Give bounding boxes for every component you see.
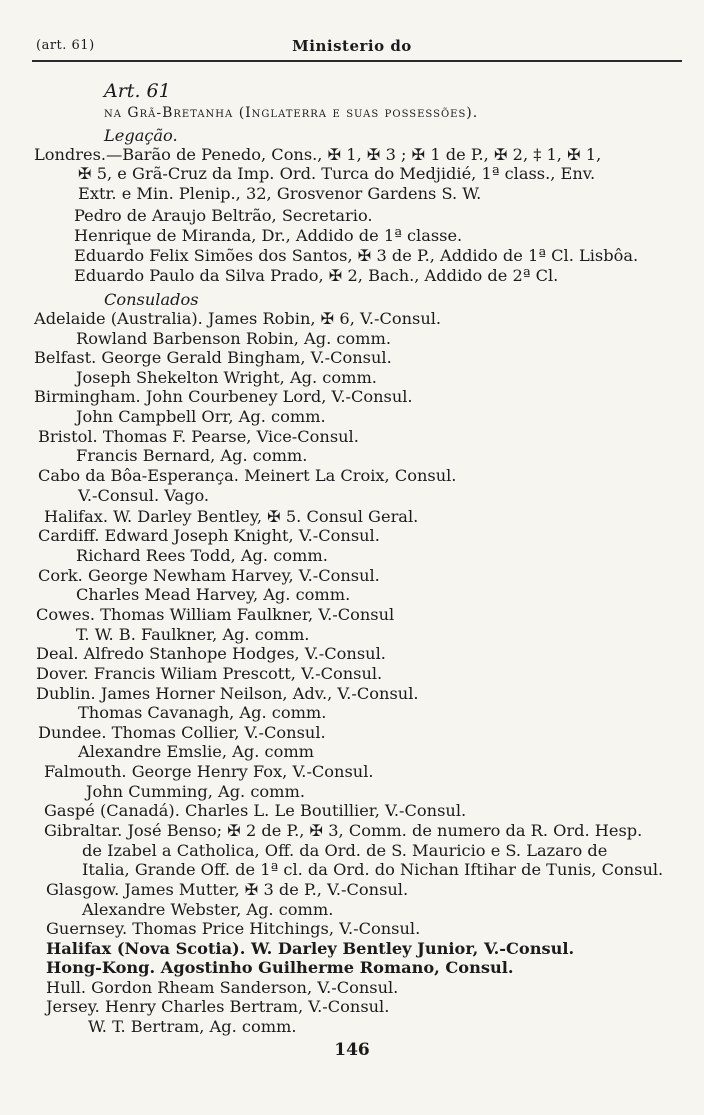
entry-line: Deal. Alfredo Stanhope Hodges, V.-Consul.: [36, 644, 386, 663]
entry-line: V.-Consul. Vago.: [78, 486, 210, 505]
entry-line: Alexandre Emslie, Ag. comm: [78, 742, 315, 761]
entry-line: ✠ 5, e Grã-Cruz da Imp. Ord. Turca do Medjidié, 1ª class., Env.: [78, 164, 596, 183]
entry-line: Bristol. Thomas F. Pearse, Vice-Consul.: [38, 427, 359, 446]
entry-line: Birmingham. John Courbeney Lord, V.-Consul.: [34, 387, 413, 406]
entry-line: Francis Bernard, Ag. comm.: [76, 446, 308, 465]
entry-line: Dublin. James Horner Neilson, Adv., V.-Consul.: [36, 684, 419, 703]
entry-line: Belfast. George Gerald Bingham, V.-Consul.: [34, 348, 392, 367]
subsection-legacao: Legação.: [104, 126, 178, 145]
header-rule: [32, 60, 682, 62]
entry-line: Joseph Shekelton Wright, Ag. comm.: [76, 368, 377, 387]
entry-line: Gibraltar. José Benso; ✠ 2 de P., ✠ 3, Comm. de numero da R. Ord. Hesp.: [44, 821, 643, 840]
entry-line: Glasgow. James Mutter, ✠ 3 de P., V.-Consul.: [46, 880, 409, 899]
entry-line: Eduardo Felix Simões dos Santos, ✠ 3 de P., Addido de 1ª Cl. Lisbôa.: [74, 246, 639, 265]
entry-line: Italia, Grande Off. de 1ª cl. da Ord. do Nichan Iftihar de Tunis, Consul.: [82, 860, 664, 879]
entry-line: Cabo da Bôa-Esperança. Meinert La Croix, Consul.: [38, 466, 457, 485]
entry-line: Cowes. Thomas William Faulkner, V.-Consul: [36, 605, 395, 624]
entry-line: W. T. Bertram, Ag. comm.: [88, 1017, 297, 1036]
subsection-consulados: Consulados: [104, 290, 199, 309]
entry-line: Guernsey. Thomas Price Hitchings, V.-Consul.: [46, 919, 421, 938]
entry-line: Rowland Barbenson Robin, Ag. comm.: [76, 329, 392, 348]
entry-line: Londres.—Barão de Penedo, Cons., ✠ 1, ✠ 3 ; ✠ 1 de P., ✠ 2, ‡ 1, ✠ 1,: [34, 145, 602, 164]
entry-line: Eduardo Paulo da Silva Prado, ✠ 2, Bach., Addido de 2ª Cl.: [74, 266, 559, 285]
entry-line: Thomas Cavanagh, Ag. comm.: [78, 703, 327, 722]
entry-line: Dover. Francis Wiliam Prescott, V.-Consul.: [36, 664, 383, 683]
section-heading: na Grã-Bretanha (Inglaterra e suas possessões).: [104, 105, 479, 121]
running-head-left: (art. 61): [36, 38, 95, 53]
entry-line: John Cumming, Ag. comm.: [86, 782, 305, 801]
entry-line: de Izabel a Catholica, Off. da Ord. de S. Mauricio e S. Lazaro de: [82, 841, 608, 860]
page-number: 146: [334, 1040, 370, 1060]
entry-line: Richard Rees Todd, Ag. comm.: [76, 546, 328, 565]
entry-line: Alexandre Webster, Ag. comm.: [82, 900, 334, 919]
entry-line: Cork. George Newham Harvey, V.-Consul.: [38, 566, 380, 585]
entry-line: Extr. e Min. Plenip., 32, Grosvenor Gardens S. W.: [78, 184, 482, 203]
entry-line: Jersey. Henry Charles Bertram, V.-Consul.: [46, 997, 390, 1016]
running-head-title: Ministerio do: [292, 37, 412, 55]
entry-line: Pedro de Araujo Beltrão, Secretario.: [74, 206, 373, 225]
entry-line: Adelaide (Australia). James Robin, ✠ 6, V.-Consul.: [34, 309, 442, 328]
entry-line: Henrique de Miranda, Dr., Addido de 1ª classe.: [74, 226, 463, 245]
entry-line: Gaspé (Canadá). Charles L. Le Boutillier, V.-Consul.: [44, 801, 467, 820]
entry-line: Hong-Kong. Agostinho Guilherme Romano, Consul.: [46, 958, 514, 977]
entry-line: John Campbell Orr, Ag. comm.: [76, 407, 326, 426]
entry-line: Halifax (Nova Scotia). W. Darley Bentley Junior, V.-Consul.: [46, 939, 575, 958]
entry-line: Dundee. Thomas Collier, V.-Consul.: [38, 723, 326, 742]
article-heading: Art. 61: [104, 80, 171, 102]
entry-line: Halifax. W. Darley Bentley, ✠ 5. Consul Geral.: [44, 507, 419, 526]
entry-line: Falmouth. George Henry Fox, V.-Consul.: [44, 762, 374, 781]
entry-line: Hull. Gordon Rheam Sanderson, V.-Consul.: [46, 978, 399, 997]
entry-line: T. W. B. Faulkner, Ag. comm.: [76, 625, 310, 644]
entry-line: Cardiff. Edward Joseph Knight, V.-Consul.: [38, 526, 380, 545]
entry-line: Charles Mead Harvey, Ag. comm.: [76, 585, 351, 604]
